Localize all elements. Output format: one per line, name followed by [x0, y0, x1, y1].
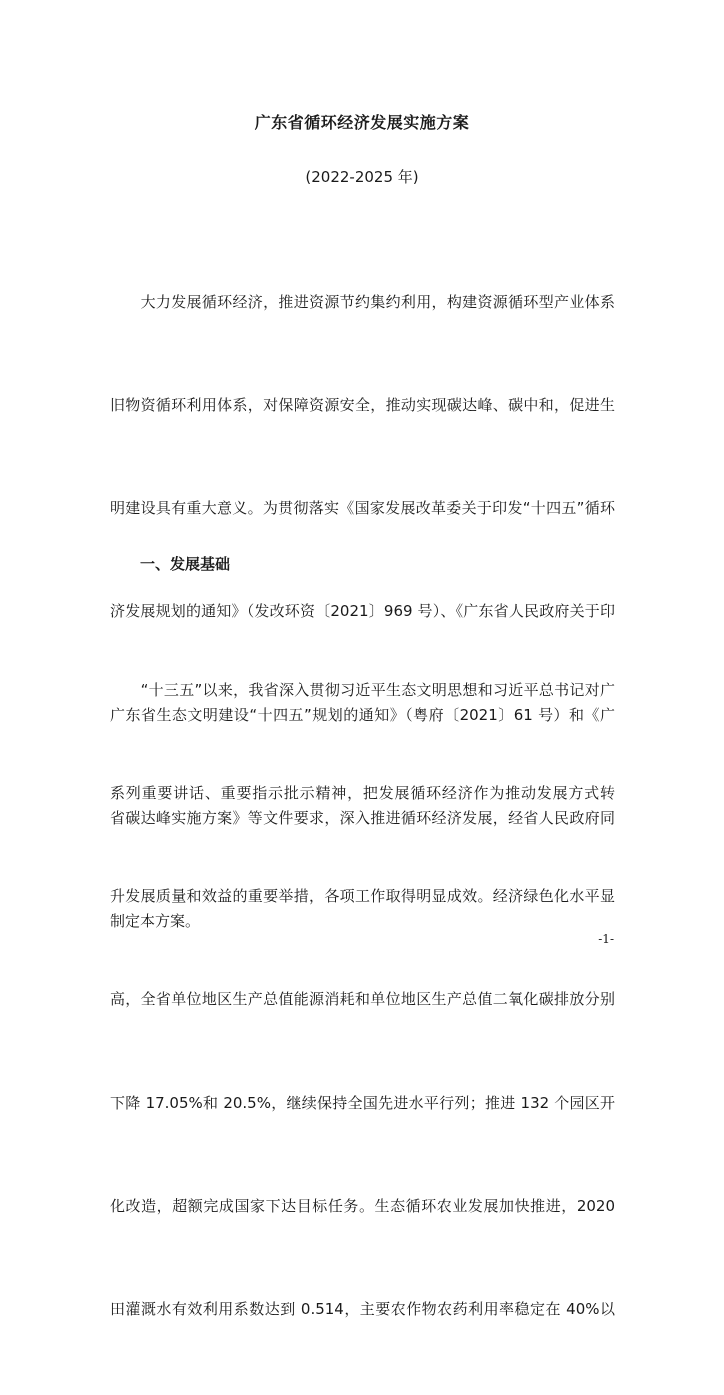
paragraph-line: 大力发展循环经济，推进资源节约集约利用，构建资源循环型产业体系	[140, 292, 615, 311]
paragraph-line: 田灌溉水有效利用系数达到 0.514，主要农作物农药利用率稳定在 40%以	[110, 1300, 615, 1319]
paragraph-line: 广东省生态文明建设“十四五”规划的通知》（粤府〔2021〕61 号）和《广	[110, 705, 615, 724]
paragraph-line: 济发展规划的通知》（发改环资〔2021〕969 号）、《广东省人民政府关于印	[110, 602, 615, 621]
paragraph-line: 明建设具有重大意义。为贯彻落实《国家发展改革委关于印发“十四五”循环	[110, 499, 615, 518]
paragraph-line: “十三五”以来，我省深入贯彻习近平生态文明思想和习近平总书记对广	[140, 680, 615, 699]
document-subtitle: (2022-2025 年)	[305, 168, 419, 186]
section-heading: 一、发展基础	[140, 555, 231, 573]
page-number: -1-	[598, 932, 614, 946]
paragraph-line: 下降 17.05%和 20.5%，继续保持全国先进水平行列；推进 132 个园区开	[110, 1093, 615, 1112]
paragraph-line: 高，全省单位地区生产总值能源消耗和单位地区生产总值二氧化碳排放分别	[110, 990, 615, 1009]
paragraph-foundation	[110, 604, 615, 1395]
paragraph-line: 系列重要讲话、重要指示批示精神，把发展循环经济作为推动发展方式转	[110, 784, 615, 803]
paragraph-line: 化改造，超额完成国家下达目标任务。生态循环农业发展加快推进，2020	[110, 1196, 615, 1215]
paragraph-line: 旧物资循环利用体系，对保障资源安全，推动实现碳达峰、碳中和，促进生	[110, 396, 615, 415]
paragraph-line: 制定本方案。	[110, 912, 201, 931]
paragraph-line: 省碳达峰实施方案》等文件要求，深入推进循环经济发展，经省人民政府同	[110, 808, 615, 827]
document-title: 广东省循环经济发展实施方案	[254, 113, 470, 132]
paragraph-line: 升发展质量和效益的重要举措，各项工作取得明显成效。经济绿色化水平显	[110, 887, 615, 906]
